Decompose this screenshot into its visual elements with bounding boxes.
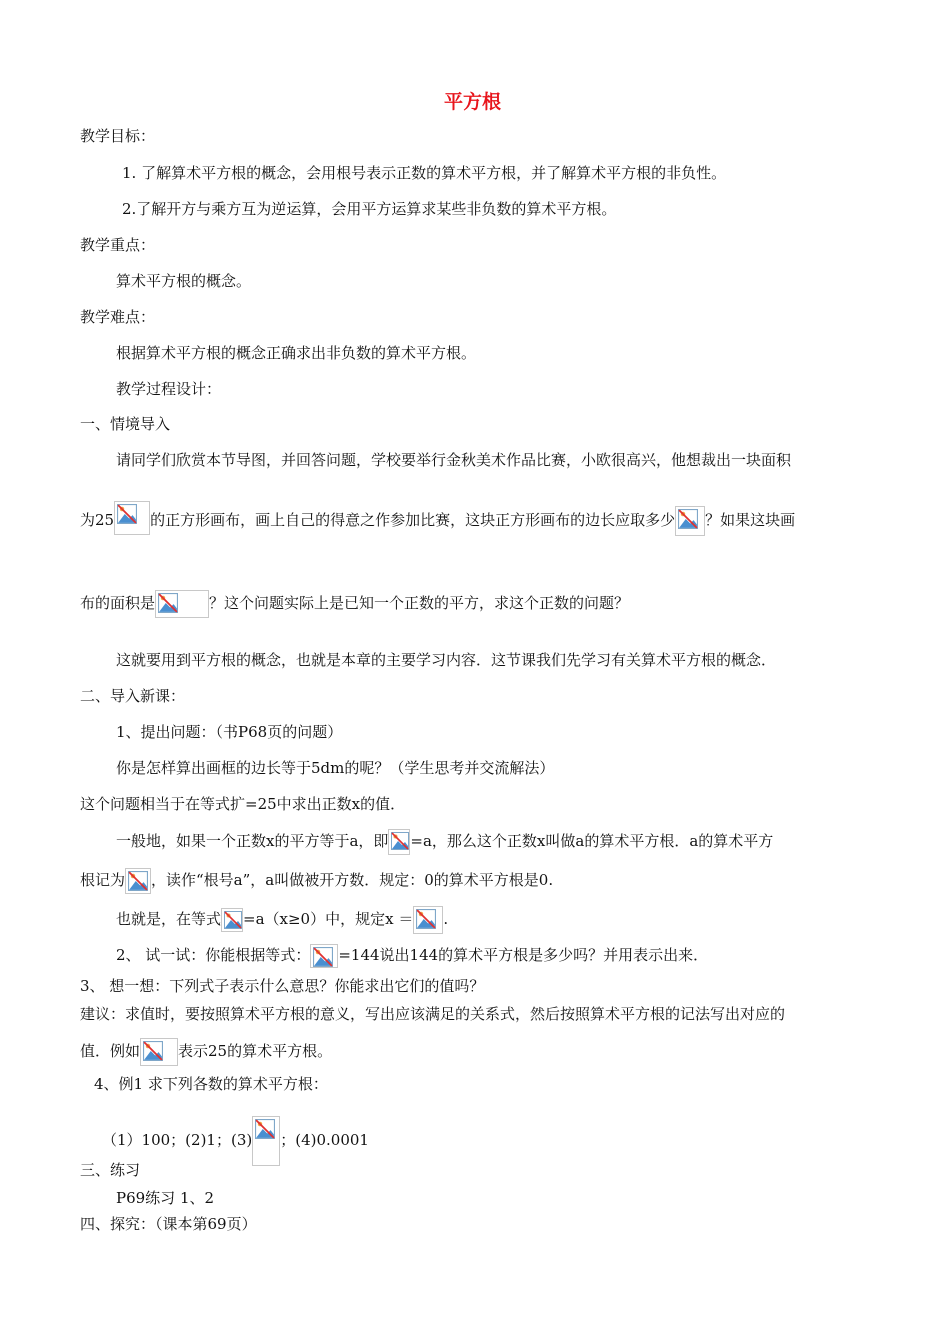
definition-3-c: . [443,910,449,928]
page-title: 平方根 [444,91,502,113]
example-items-a: （1）100；(2)1；(3) [102,1131,253,1149]
example-heading: 4、例1 求下列各数的算术平方根： [94,1075,328,1093]
broken-image-icon [252,1116,280,1166]
definition-1-a: 一般地，如果一个正数x的平方等于a，即 [116,832,389,850]
definition-1 [116,829,773,855]
question-1: 1、提出问题：（书P68页的问题） [116,723,343,741]
section1-heading: 一、情境导入 [80,415,171,433]
equation-text: 这个问题相当于在等式扩=25中求出正数x的值． [80,795,406,813]
broken-image-icon [388,829,410,855]
think-about: 3、 想一想：下列式子表示什么意思？你能求出它们的值吗？ [80,977,485,995]
broken-image-icon [413,906,443,934]
broken-image-icon [221,908,243,932]
definition-2 [80,868,553,894]
section2-heading: 二、导入新课： [80,687,186,705]
definition-2-b: ，读作“根号a”，a叫做被开方数．规定：0的算术平方根是0. [151,871,554,889]
section1-para2-c: ？如果这块画 [705,511,796,529]
key-heading: 教学重点： [80,236,156,254]
try-it-b: =144说出144的算术平方根是多少吗？并用表示出来． [338,946,709,964]
goals-heading: 教学目标： [80,127,156,145]
advice-line2 [80,1038,332,1066]
try-it-a: 2、 试一试：你能根据等式： [116,946,311,964]
goal-2: 2.了解开方与乘方互为逆运算，会用平方运算求某些非负数的算术平方根。 [122,200,617,218]
example-items [102,1116,369,1166]
section3-heading: 三、练习 [80,1161,141,1179]
advice-line2-a: 值．例如 [80,1042,141,1060]
section1-para4: 这就要用到平方根的概念，也就是本章的主要学习内容．这节课我们先学习有关算术平方根的概念． [116,651,777,669]
section1-para3 [80,590,629,618]
process-heading: 教学过程设计： [116,380,222,398]
broken-image-icon [140,1038,178,1066]
section1-para2-a: 为25 [80,511,115,529]
section1-para1: 请同学们欣赏本节导图，并回答问题，学校要举行金秋美术作品比赛，小欧很高兴，他想裁出一块面积 [116,451,792,469]
difficulty-heading: 教学难点： [80,308,156,326]
key-text: 算术平方根的概念。 [116,272,252,290]
section3-text: P69练习 1、2 [116,1189,215,1207]
definition-3-b: =a（x≥0）中，规定x ＝ [243,910,414,928]
advice-line1: 建议：求值时，要按照算术平方根的意义，写出应该满足的关系式，然后按照算术平方根的记法写出对应的 [80,1005,786,1023]
definition-1-b: =a，那么这个正数x叫做a的算术平方根．a的算术平方 [410,832,774,850]
section1-para2 [80,506,795,536]
goal-1: 1. 了解算术平方根的概念，会用根号表示正数的算术平方根，并了解算术平方根的非负性。 [122,164,727,182]
difficulty-text: 根据算术平方根的概念正确求出非负数的算术平方根。 [116,344,477,362]
definition-3 [116,906,448,934]
broken-image-icon [675,506,705,536]
definition-3-a: 也就是，在等式 [116,910,222,928]
try-it [116,944,708,968]
section4-heading: 四、探究：（课本第69页） [80,1215,257,1233]
broken-image-icon [155,590,209,618]
definition-2-a: 根记为 [80,871,126,889]
section1-para3-b: ？这个问题实际上是已知一个正数的平方，求这个正数的问题？ [209,594,630,612]
example-items-b: ；(4)0.0001 [280,1131,369,1149]
section1-para2-b: 的正方形画布，画上自己的得意之作参加比赛，这块正方形画布的边长应取多少 [150,511,676,529]
section1-para3-a: 布的面积是 [80,594,156,612]
broken-image-icon [310,944,338,968]
advice-line2-b: 表示25的算术平方根。 [178,1042,333,1060]
broken-image-icon [125,868,151,894]
broken-image-icon [114,501,150,535]
question-1b: 你是怎样算出画框的边长等于5dm的呢？（学生思考并交流解法） [116,759,555,777]
